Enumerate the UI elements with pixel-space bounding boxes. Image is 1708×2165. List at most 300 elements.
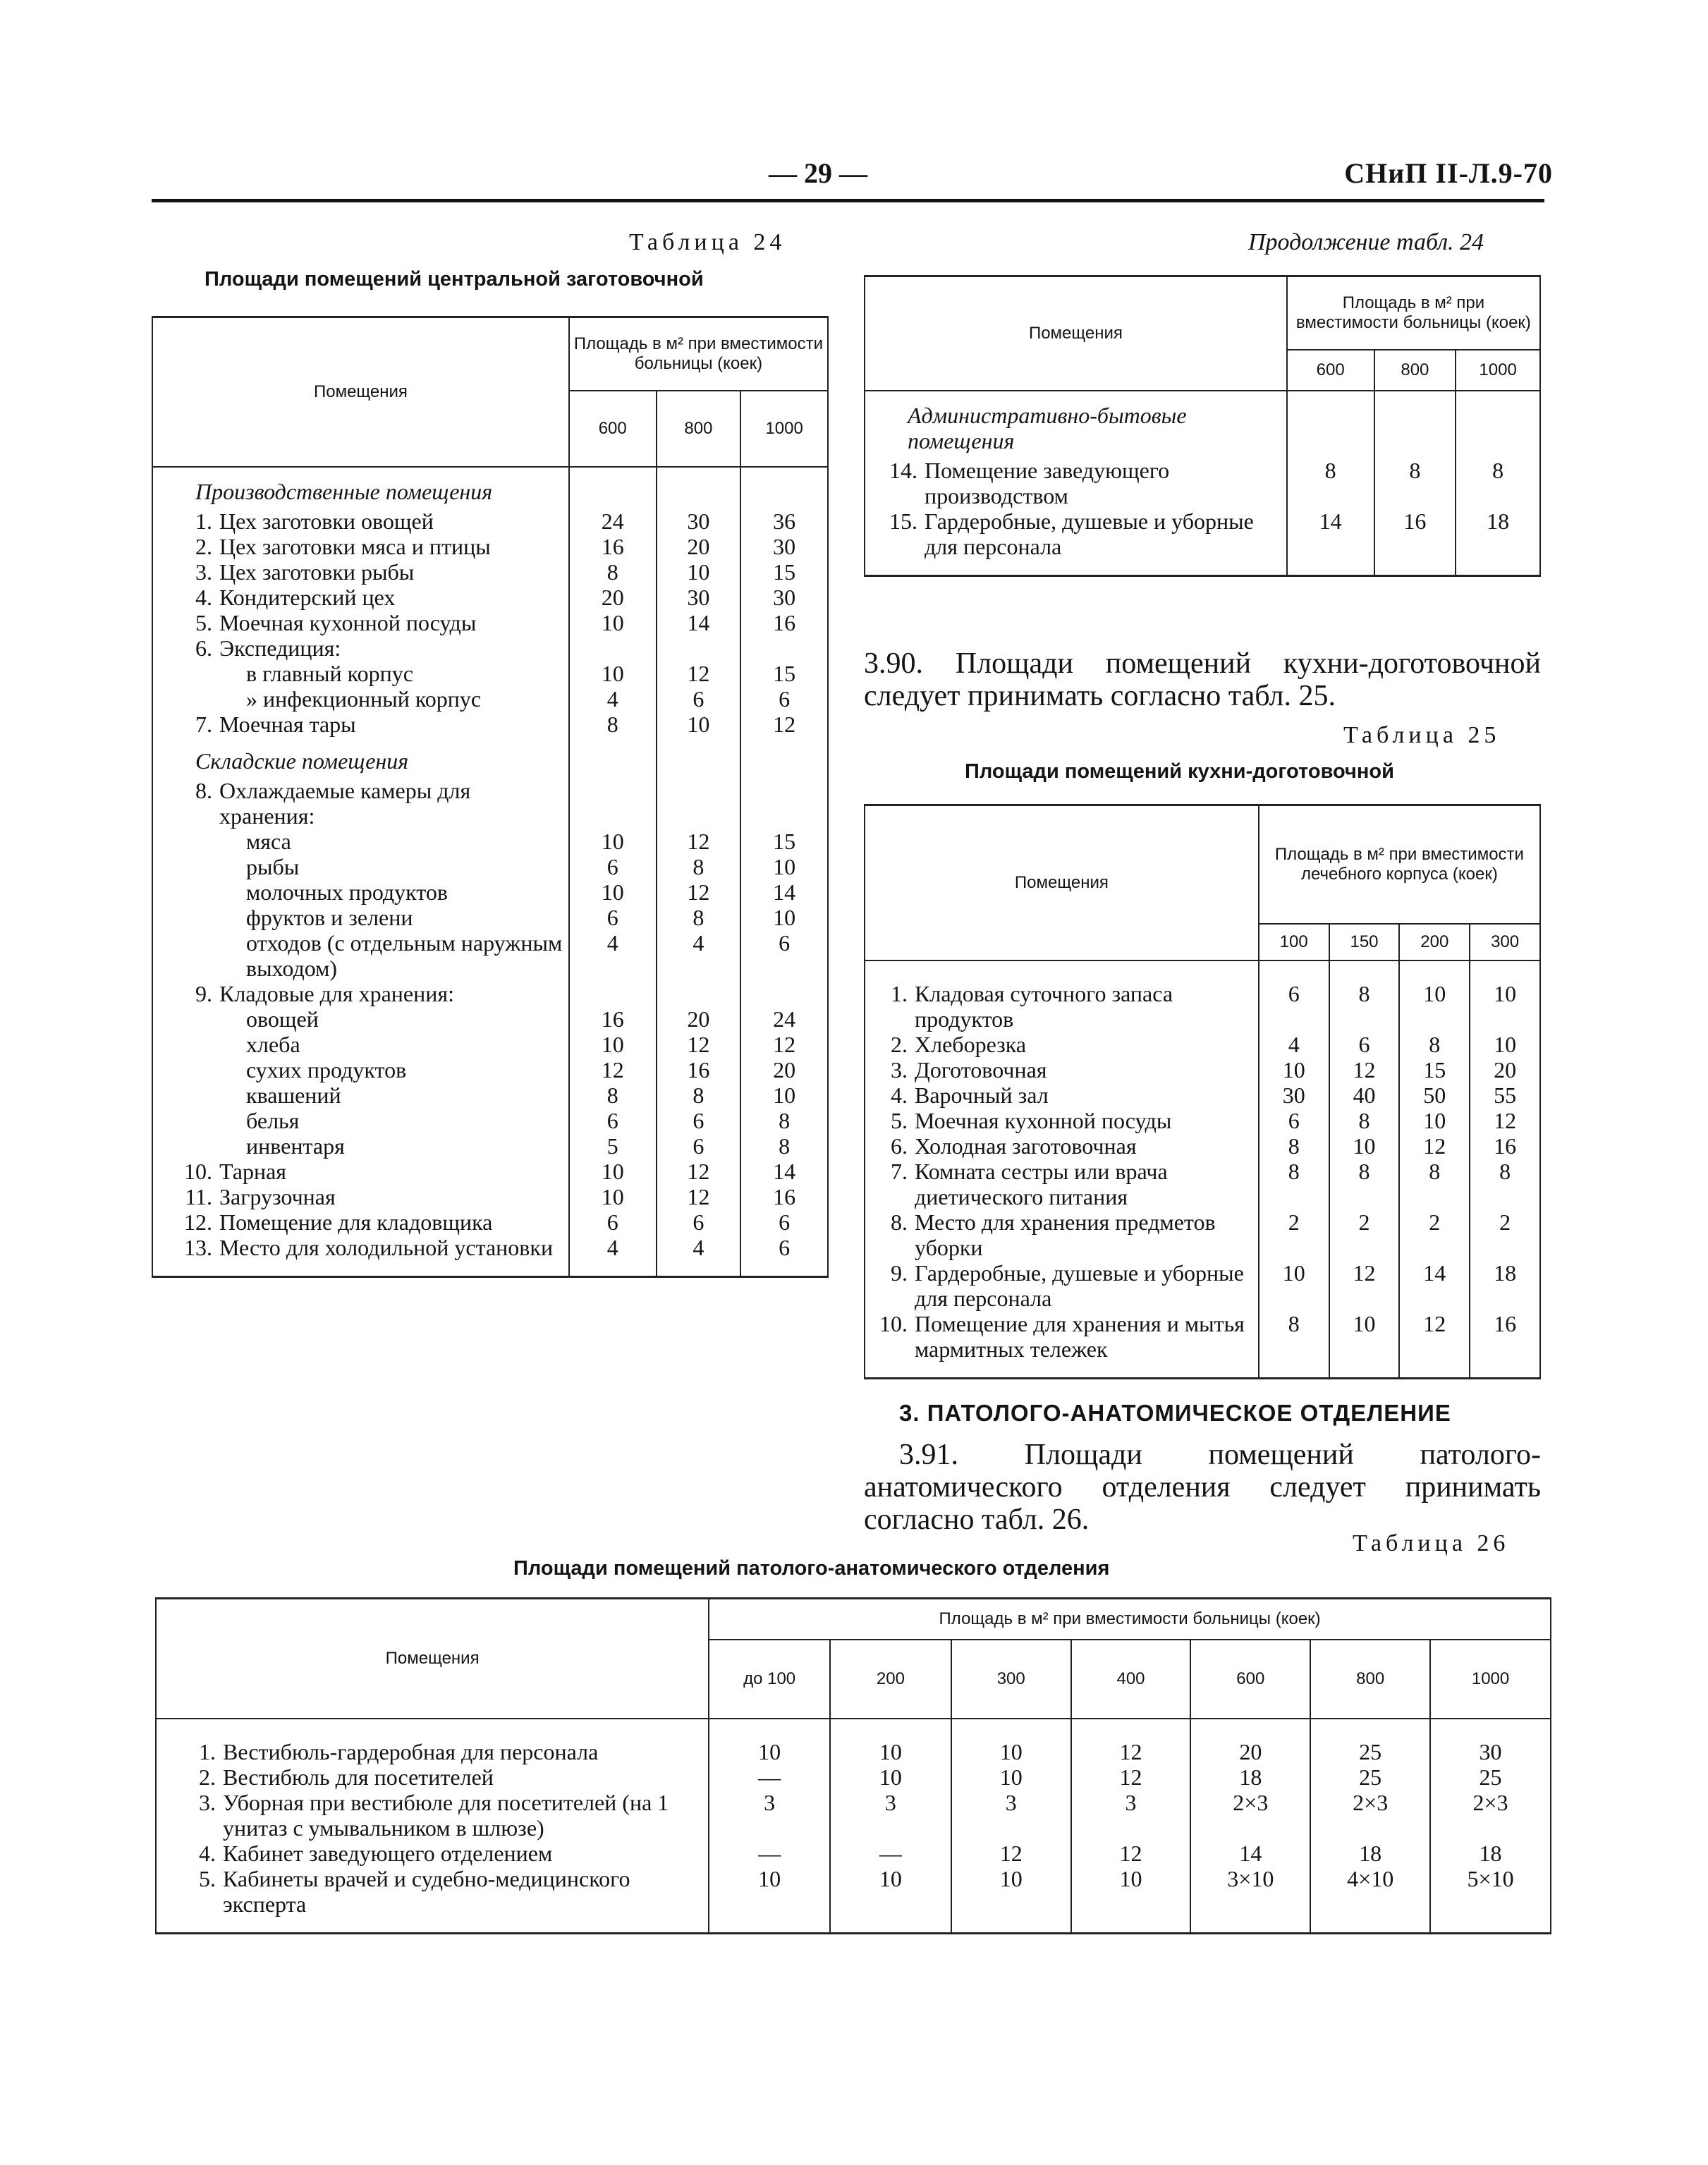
room-cell [152,854,569,879]
room-name: инвентаря [246,1133,345,1159]
area-value: — [709,1841,830,1866]
area-value: — [709,1764,830,1790]
row-number: 1. [891,980,908,1006]
section-label: Производственные помещения [152,467,569,508]
table24-caption: Таблица 24 [629,229,786,255]
room-name: Цех заготовки мяса и птицы [219,533,491,559]
row-number: 3. [891,1056,908,1082]
area-value: 10 [1470,1032,1540,1057]
area-value: 4 [569,930,657,981]
row-number: 5. [195,609,212,635]
area-value: 6 [657,1133,741,1159]
table24c-area-header: Площадь в м² при вместимости больницы (коек) [1287,276,1540,350]
table-row [152,1057,828,1082]
area-value: 12 [657,879,741,905]
room-name: Загрузочная [219,1183,336,1209]
row-number: 1. [195,508,212,534]
room-name: сухих продуктов [246,1056,407,1082]
room-name: Помещение заведующего производством [925,457,1170,508]
table-row [152,610,828,635]
area-value: 8 [1456,458,1540,508]
row-number: 4. [891,1082,908,1108]
area-value: 6 [1329,1032,1400,1057]
table25-rooms-header: Помещения [865,805,1259,960]
area-value: 2 [1470,1209,1540,1260]
table-row [865,1209,1540,1260]
room-name: Доготовочная [915,1056,1047,1082]
table-row [152,661,828,686]
table-row [156,1790,1551,1841]
area-value: 8 [740,1133,828,1159]
area-value: 8 [1287,458,1374,508]
area-value: 3×10 [1190,1866,1310,1934]
room-name: молочных продуктов [246,879,448,905]
room-cell [156,1764,709,1790]
room-name: Моечная тары [219,711,356,737]
table25 [864,804,1541,1379]
table26-col-header: 600 [1190,1640,1310,1719]
area-value: 18 [1470,1260,1540,1311]
table26 [155,1597,1551,1934]
area-value: 4×10 [1310,1866,1430,1934]
room-cell [865,1311,1259,1379]
room-name: Охлаждаемые камеры для хранения: [219,777,471,829]
row-number: 2. [199,1764,216,1790]
area-value: 8 [569,1082,657,1108]
room-name: Уборная при вестибюле для посетителей (на 1 унитаз с умывальником в шлюзе) [223,1789,669,1841]
area-value [569,635,657,661]
area-value: 10 [657,559,741,585]
area-value: 15 [1399,1057,1470,1082]
area-value: 12 [657,1184,741,1209]
area-value: 12 [657,1032,741,1057]
area-value: 12 [1071,1841,1191,1866]
room-name: Моечная кухонной посуды [219,609,477,635]
area-value: 30 [1430,1719,1551,1764]
table26-col-header: 400 [1071,1640,1191,1719]
area-value: 6 [740,1235,828,1277]
area-value: 18 [1430,1841,1551,1866]
table-row [152,829,828,854]
row-number: 3. [195,559,212,585]
room-name: Моечная кухонной посуды [915,1107,1172,1133]
area-value: 20 [657,1006,741,1032]
room-name: Гардеробные, душевые и уборные для персонала [915,1260,1244,1311]
area-value [657,981,741,1006]
table-row [152,854,828,879]
area-value: 25 [1430,1764,1551,1790]
area-value: 18 [1310,1841,1430,1866]
area-value: — [830,1841,951,1866]
row-number: 8. [195,777,212,803]
area-value: 10 [740,854,828,879]
room-name: белья [246,1107,300,1133]
area-value: 10 [657,712,741,737]
document-code: СНиП II-Л.9-70 [1344,157,1553,189]
room-name: Кладовая суточного запаса продуктов [915,980,1173,1032]
area-value: 20 [657,534,741,559]
area-value: 10 [830,1866,951,1934]
table-row [152,1159,828,1184]
area-value: 10 [1071,1866,1191,1934]
area-value: 10 [709,1866,830,1934]
row-number: 1. [199,1738,216,1764]
table-row [865,1057,1540,1082]
room-name: Место для холодильной установки [219,1234,554,1260]
room-cell [152,1082,569,1108]
room-cell [865,1057,1259,1082]
table-row [865,1032,1540,1057]
area-value: 15 [740,829,828,854]
room-cell [152,1006,569,1032]
table25-col-header: 150 [1329,924,1400,960]
area-value: 8 [1470,1159,1540,1209]
area-value: 4 [657,930,741,981]
table-row [152,981,828,1006]
area-value: 8 [657,854,741,879]
room-cell [865,1082,1259,1108]
area-value: 8 [1259,1159,1329,1209]
row-number: 9. [891,1260,908,1286]
room-cell [152,1159,569,1184]
area-value: 10 [1399,1108,1470,1133]
row-number: 6. [891,1133,908,1159]
table-row [152,930,828,981]
header-rule [152,199,1544,202]
table-row [156,1764,1551,1790]
table24-continuation-caption: Продолжение табл. 24 [1248,229,1484,255]
table26-col-header: 300 [951,1640,1071,1719]
room-name: Хлеборезка [915,1031,1027,1057]
table-row [156,1866,1551,1934]
area-value: 8 [1329,1108,1400,1133]
table-row [865,458,1540,508]
area-value: 10 [1329,1311,1400,1379]
area-value: 12 [1071,1719,1191,1764]
room-cell [152,610,569,635]
room-name: Цех заготовки овощей [219,508,434,534]
section-row [152,467,828,508]
area-value: 6 [569,905,657,930]
area-value: 50 [1399,1082,1470,1108]
area-value: 14 [657,610,741,635]
table-row [152,1032,828,1057]
room-name: Помещение для хранения и мытья мармитных тележек [915,1310,1245,1362]
room-cell [156,1790,709,1841]
room-name: Комната сестры или врача диетического питания [915,1158,1168,1209]
room-cell [865,1260,1259,1311]
area-value: 2×3 [1310,1790,1430,1841]
room-name: Кладовые для хранения: [219,980,454,1006]
table-row [152,1235,828,1277]
room-name: Экспедиция: [219,635,341,661]
area-value: 8 [657,905,741,930]
area-value: 4 [569,686,657,712]
area-value: 6 [740,1209,828,1235]
area-value: 12 [740,1032,828,1057]
room-name: Кондитерский цех [219,584,396,610]
room-cell [152,930,569,981]
table25-col-header: 200 [1399,924,1470,960]
area-value: 6 [569,1108,657,1133]
page-number: — 29 — [769,157,867,189]
room-cell [152,1032,569,1057]
paragraph-3-91: 3.91. Площади помещений патолого-анатомического отделения следует принимать согласно табл. 26. [864,1439,1541,1536]
table25-title: Площади помещений кухни-доготовочной [965,760,1394,783]
area-value: 6 [569,854,657,879]
row-number: 5. [199,1865,216,1891]
area-value: 16 [657,1057,741,1082]
room-name: Цех заготовки рыбы [219,559,415,585]
table24-rooms-header: Помещения [152,317,569,467]
area-value: 14 [1190,1841,1310,1866]
area-value: 16 [569,1006,657,1032]
area-value: 15 [740,661,828,686]
area-value: 2 [1399,1209,1470,1260]
table-row [152,559,828,585]
table-row [865,508,1540,576]
area-value: 4 [657,1235,741,1277]
room-name: овощей [246,1006,319,1032]
area-value: 10 [569,879,657,905]
room-cell [865,1108,1259,1133]
room-name: Кабинет заведующего отделением [223,1840,553,1866]
table-row [152,778,828,829]
table-row [865,1108,1540,1133]
area-value: 10 [569,829,657,854]
table26-col-header: 200 [830,1640,951,1719]
area-value: 18 [1456,508,1540,576]
row-number: 2. [195,533,212,559]
area-value: 3 [709,1790,830,1841]
room-cell [152,1235,569,1277]
room-cell [152,534,569,559]
area-value [657,778,741,829]
table-row [152,585,828,610]
table-row [152,1082,828,1108]
area-value: 3 [951,1790,1071,1841]
room-name: отходов (с отдельным наружным выходом) [246,929,563,981]
area-value: 10 [1399,960,1470,1032]
area-value: 10 [569,1184,657,1209]
area-value: 16 [740,1184,828,1209]
room-name: Вестибюль-гардеробная для персонала [223,1738,599,1764]
table24-col-header: 800 [657,391,741,467]
area-value: 20 [1470,1057,1540,1082]
area-value: 25 [1310,1719,1430,1764]
section-heading: 3. ПАТОЛОГО-АНАТОМИЧЕСКОЕ ОТДЕЛЕНИЕ [899,1400,1451,1426]
table-row [152,534,828,559]
area-value: 8 [1329,1159,1400,1209]
area-value: 12 [1399,1133,1470,1159]
room-cell [152,879,569,905]
table24-area-header: Площадь в м² при вместимости больницы (коек) [569,317,828,391]
room-cell [152,559,569,585]
area-value: 10 [740,1082,828,1108]
area-value: 4 [1259,1032,1329,1057]
section-row [152,737,828,778]
area-value: 10 [1259,1057,1329,1082]
table-row [152,635,828,661]
area-value: 12 [657,1159,741,1184]
table26-caption: Таблица 26 [1353,1530,1510,1556]
table24-col-header: 600 [569,391,657,467]
room-name: хлеба [246,1031,300,1057]
area-value: 12 [1329,1057,1400,1082]
table24c-col-header: 1000 [1456,350,1540,391]
area-value: 8 [740,1108,828,1133]
table26-col-header: до 100 [709,1640,830,1719]
table24-continuation [864,275,1541,577]
area-value: 20 [740,1057,828,1082]
area-value: 24 [740,1006,828,1032]
area-value: 10 [1329,1133,1400,1159]
area-value [740,981,828,1006]
area-value [740,778,828,829]
area-value: 2×3 [1430,1790,1551,1841]
table24 [152,316,829,1278]
table24c-col-header: 800 [1374,350,1456,391]
area-value: 6 [740,686,828,712]
table26-rooms-header: Помещения [156,1599,709,1719]
area-value: 10 [951,1764,1071,1790]
room-name: » инфекционный корпус [246,685,482,712]
row-number: 7. [195,711,212,737]
table-row [152,1006,828,1032]
room-cell [152,981,569,1006]
row-number: 9. [195,980,212,1006]
area-value: 10 [569,610,657,635]
area-value: 8 [1399,1032,1470,1057]
room-cell [152,1108,569,1133]
area-value: 10 [709,1719,830,1764]
area-value: 30 [740,534,828,559]
area-value: 8 [657,1082,741,1108]
area-value: 20 [569,585,657,610]
table26-col-header: 1000 [1430,1640,1551,1719]
row-number: 3. [199,1789,216,1815]
room-name: в главный корпус [246,660,413,686]
area-value: 3 [1071,1790,1191,1841]
area-value: 8 [569,712,657,737]
room-cell [152,778,569,829]
room-cell [152,585,569,610]
row-number: 14. [889,457,917,483]
room-name: мяса [246,828,291,854]
room-cell [152,905,569,930]
row-number: 2. [891,1031,908,1057]
room-name: фруктов и зелени [246,904,413,930]
row-number: 15. [889,508,917,534]
table-row [865,1159,1540,1209]
room-cell [156,1866,709,1934]
area-value: 2×3 [1190,1790,1310,1841]
room-cell [152,1057,569,1082]
table-row [152,508,828,534]
area-value: 30 [657,508,741,534]
table24-col-header: 1000 [740,391,828,467]
row-number: 4. [195,584,212,610]
room-cell [152,661,569,686]
room-name: Холодная заготовочная [915,1133,1137,1159]
table-row [152,879,828,905]
table24c-rooms-header: Помещения [865,276,1287,391]
area-value: 6 [657,1108,741,1133]
row-number: 8. [891,1209,908,1235]
table-row [152,1108,828,1133]
room-cell [865,508,1287,576]
table-row [152,1209,828,1235]
row-number: 6. [195,635,212,661]
area-value [569,981,657,1006]
area-value: 2 [1259,1209,1329,1260]
table-row [865,960,1540,1032]
room-cell [865,1032,1259,1057]
area-value: 4 [569,1235,657,1277]
table-row [152,686,828,712]
area-value: 6 [1259,1108,1329,1133]
table-row [865,1311,1540,1379]
area-value: 12 [657,661,741,686]
area-value: 8 [1374,458,1456,508]
area-value: 12 [1329,1260,1400,1311]
table24-title: Площади помещений центральной заготовочной [205,268,704,291]
table-row [152,1133,828,1159]
area-value: 10 [951,1719,1071,1764]
room-cell [152,1184,569,1209]
table-row [865,1133,1540,1159]
area-value: 10 [740,905,828,930]
area-value: 36 [740,508,828,534]
area-value: 8 [1259,1133,1329,1159]
table-row [152,712,828,737]
area-value: 30 [740,585,828,610]
row-number: 10. [879,1310,908,1336]
area-value: 10 [830,1764,951,1790]
room-cell [865,960,1259,1032]
room-name: квашений [246,1082,341,1108]
area-value: 14 [1287,508,1374,576]
room-name: Кабинеты врачей и судебно-медицинского эксперта [223,1865,630,1917]
section-label: Административно-бытовые помещения [865,391,1287,458]
area-value: 10 [830,1719,951,1764]
table-row [865,1260,1540,1311]
area-value: 8 [1399,1159,1470,1209]
room-name: Вестибюль для посетителей [223,1764,494,1790]
area-value: 5×10 [1430,1866,1551,1934]
table-row [152,905,828,930]
area-value: 6 [569,1209,657,1235]
table25-caption: Таблица 25 [1343,722,1501,748]
row-number: 7. [891,1158,908,1184]
table26-title: Площади помещений патолого-анатомического отделения [513,1557,1110,1580]
area-value: 6 [657,686,741,712]
area-value: 10 [569,1159,657,1184]
room-cell [865,1209,1259,1260]
table-row [156,1841,1551,1866]
area-value: 8 [569,559,657,585]
area-value: 15 [740,559,828,585]
table25-col-header: 100 [1259,924,1329,960]
area-value: 30 [657,585,741,610]
room-cell [865,1133,1259,1159]
table25-area-header: Площадь в м² при вместимости лечебного корпуса (коек) [1259,805,1540,924]
area-value: 12 [1470,1108,1540,1133]
area-value: 10 [1259,1260,1329,1311]
room-cell [865,458,1287,508]
paragraph-3-90: 3.90. Площади помещений кухни-доготовочной следует принимать согласно табл. 25. [864,647,1541,712]
area-value: 14 [740,879,828,905]
